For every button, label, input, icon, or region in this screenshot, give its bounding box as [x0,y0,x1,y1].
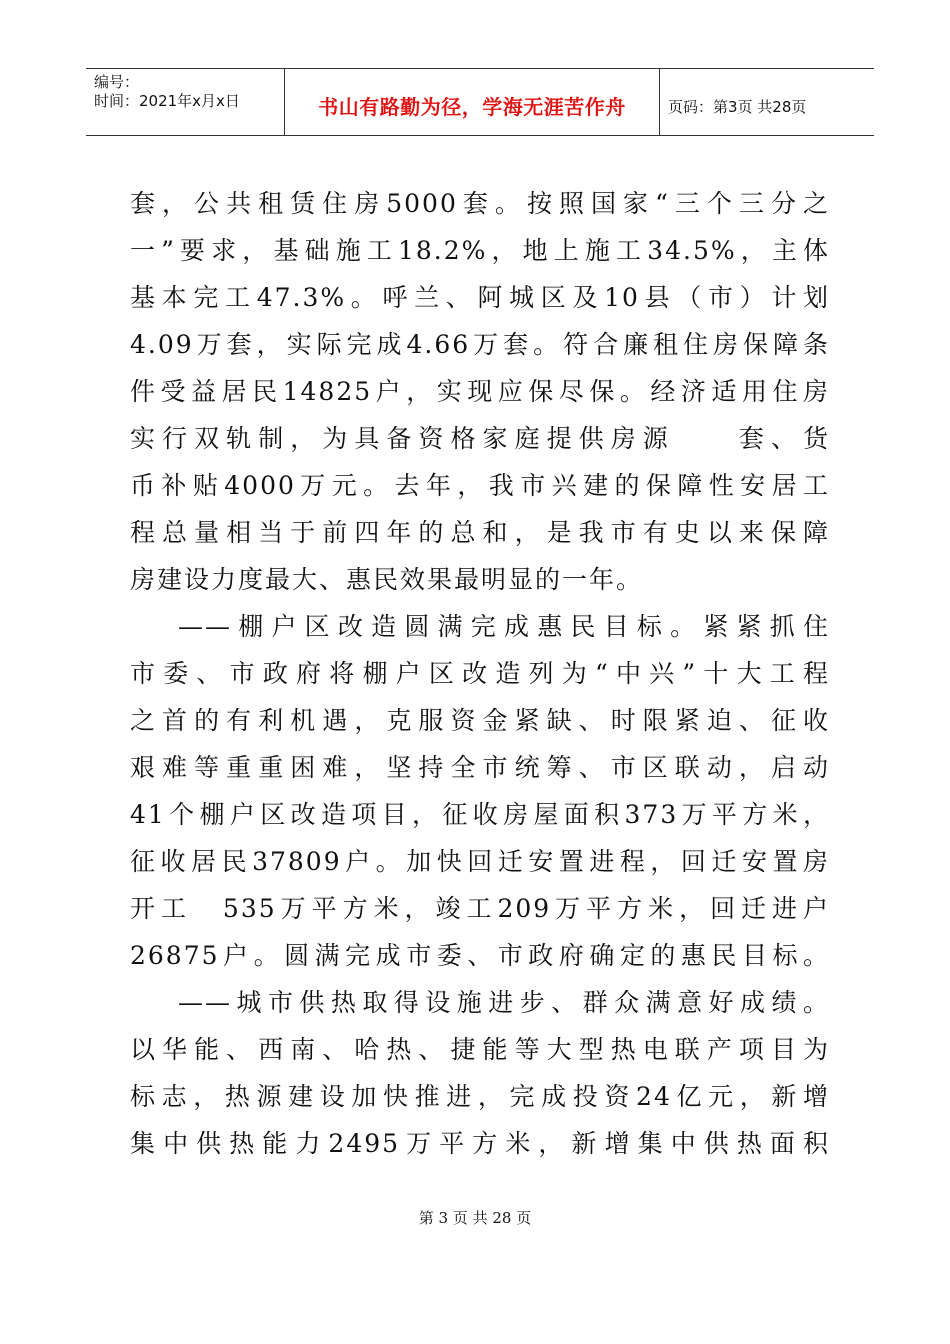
body-line: 程总量相当于前四年的总和，是我市有史以来保障 [130,518,830,547]
body-line: 基本完工47.3%。呼兰、阿城区及10县（市）计划 [130,283,830,312]
body-line: 集中供热能力2495万平方米，新增集中供热面积 [130,1129,830,1158]
body-line: 26875户。圆满完成市委、市政府确定的惠民目标。 [130,941,830,970]
body-line: 开工 535万平方米，竣工209万平方米，回迁进户 [130,894,830,923]
body-line: 标志，热源建设加快推进，完成投资24亿元，新增 [130,1082,830,1111]
body-line: 之首的有利机遇，克服资金紧缺、时限紧迫、征收 [130,706,830,735]
header-divider [659,69,660,135]
header-motto: 书山有路勤为径，学海无涯苦作舟 [318,95,626,119]
body-line: 件受益居民14825户，实现应保尽保。经济适用住房 [130,377,830,406]
section-heading-line: ——城市供热取得设施进步、群众满意好成绩。 [178,988,830,1017]
body-line: 征收居民37809户。加快回迁安置进程，回迁安置房 [130,847,830,876]
body-line: 市委、市政府将棚户区改造列为“中兴”十大工程 [130,659,830,688]
body-line: 41个棚户区改造项目，征收房屋面积373万平方米， [130,800,830,829]
body-line: 套，公共租赁住房5000套。按照国家“三个三分之 [130,189,830,218]
section-heading-line: ——棚户区改造圆满完成惠民目标。紧紧抓住 [178,612,830,641]
body-line: 以华能、西南、哈热、捷能等大型热电联产项目为 [130,1035,830,1064]
document-body [130,180,830,1167]
page-footer: 第 3 页 共 28 页 [418,1209,532,1227]
body-line: 艰难等重重困难，坚持全市统筹、市区联动，启动 [130,753,830,782]
body-line: 币补贴4000万元。去年，我市兴建的保障性安居工 [130,471,830,500]
header-page-info: 页码：第3页 共28页 [668,98,807,116]
body-line: 实行双轨制，为具备资格家庭提供房源 套、货 [130,424,830,453]
document-time-label: 时间：2021年x月x日 [94,92,240,110]
page-header [86,68,874,136]
body-line: 房建设力度最大、惠民效果最明显的一年。 [130,565,644,594]
body-line: 4.09万套，实际完成4.66万套。符合廉租住房保障条 [130,330,830,359]
document-number-label: 编号： [94,73,140,91]
body-line: 一”要求，基础施工18.2%，地上施工34.5%，主体 [130,236,830,265]
header-meta [94,73,284,111]
